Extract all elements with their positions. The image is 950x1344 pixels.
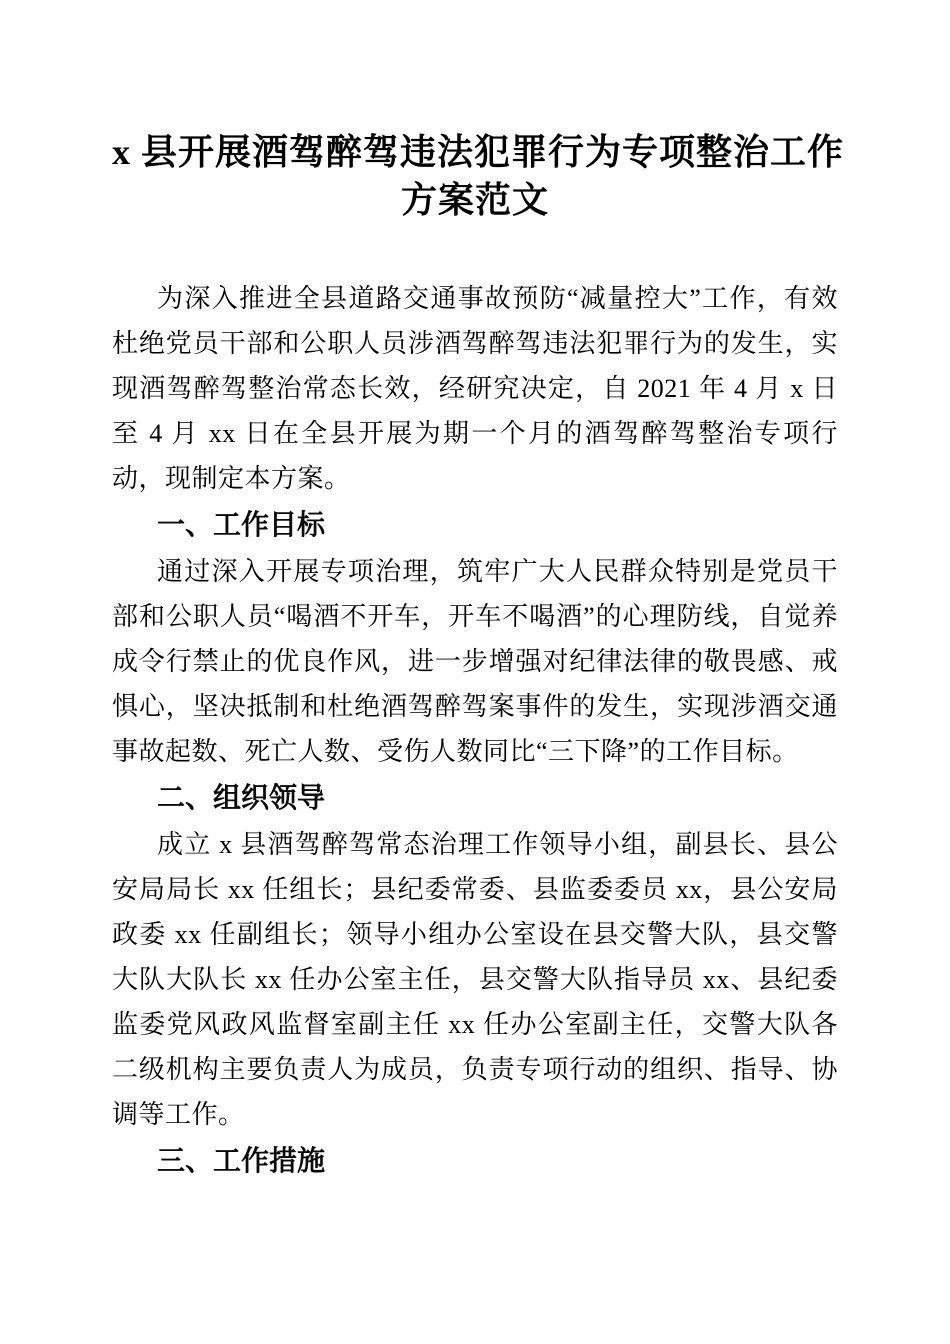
document-title (112, 128, 845, 224)
section-1-body: 通过深入开展专项治理，筑牢广大人民群众特别是党员干部和公职人员“喝酒不开车，开车不喝酒”的心理防线，自觉养成令行禁止的优良作风，进一步增强对纪律法律的敬畏感、戒惧心，坚决抵制和杜绝酒驾醉驾案事件的发生，实现涉酒交通事故起数、死亡人数、受伤人数同比“三下降”的工作目标。 (112, 557, 838, 766)
document-title-line-1: x 县开展酒驾醉驾违法犯罪行为专项整治工作 (112, 132, 845, 172)
section-1-heading: 一、工作目标 (157, 509, 326, 540)
section-2-body: 成立 x 县酒驾醉驾常态治理工作领导小组，副县长、县公安局局长 xx 任组长；县纪委常委、县监委委员 xx，县公安局政委 xx 任副组长；领导小组办公室设在县交警大队，县交警大队大队长 xx 任办公室主任，县交警大队指导员 xx、县纪委监委党风政风监督室副主任 xx 任办公室副主任，交警大队各二级机构主要负责人为成员，负责专项行动的组织、指导、协调等工作。 (112, 830, 838, 1129)
document-title-line-2: 方案范文 (400, 180, 549, 220)
intro-paragraph: 为深入推进全县道路交通事故预防“减量控大”工作，有效杜绝党员干部和公职人员涉酒驾醉驾违法犯罪行为的发生，实现酒驾醉驾整治常态长效，经研究决定，自 2021 年 4 月 x 日至 4 月 xx 日在全县开展为期一个月的酒驾醉驾整治专项行动，现制定本方案。 (112, 284, 838, 493)
section-2-heading: 二、组织领导 (157, 782, 326, 813)
section-3-heading: 三、工作措施 (157, 1145, 326, 1176)
